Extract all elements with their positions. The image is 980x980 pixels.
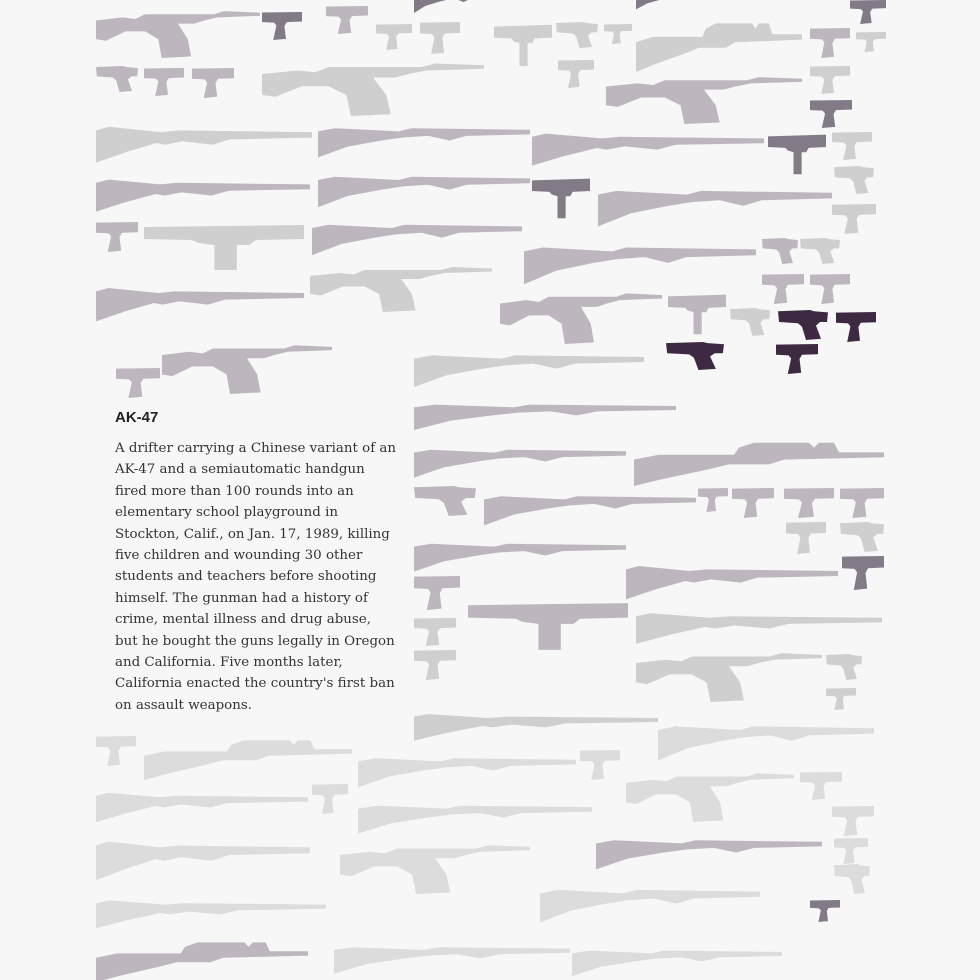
submachine-gun-icon — [532, 179, 590, 219]
rifle-icon — [96, 180, 310, 212]
scoped-rifle-icon — [636, 23, 802, 72]
submachine-gun-icon — [768, 135, 826, 175]
submachine-gun-icon — [668, 295, 726, 335]
handgun-icon — [762, 274, 804, 304]
rifle-icon — [636, 613, 882, 644]
handgun-icon — [262, 12, 302, 40]
shotgun-icon — [596, 840, 822, 869]
assault-rifle-icon — [96, 11, 260, 58]
handgun-icon — [420, 22, 460, 54]
assault-rifle-icon — [636, 653, 822, 702]
shotgun-icon — [540, 890, 760, 923]
handgun-icon — [732, 488, 774, 518]
rifle-icon — [532, 134, 764, 166]
handgun-icon — [414, 618, 456, 646]
rifle-icon — [626, 566, 838, 599]
shotgun-icon — [598, 191, 832, 226]
shotgun-icon — [524, 247, 756, 284]
assault-rifle-icon — [310, 267, 492, 312]
shotgun-icon — [334, 947, 570, 974]
assault-rifle-icon — [626, 773, 794, 822]
handgun-icon — [580, 750, 620, 780]
rifle-icon — [96, 288, 304, 321]
handgun-icon — [414, 576, 460, 610]
submachine-gun-icon — [494, 25, 552, 66]
revolver-icon — [826, 654, 862, 680]
handgun-icon — [810, 100, 852, 128]
handgun-icon — [810, 900, 840, 922]
scoped-rifle-icon — [96, 942, 308, 980]
shotgun-icon — [414, 0, 494, 13]
revolver-icon — [762, 238, 798, 264]
handgun-icon — [836, 312, 876, 342]
rifle-icon — [96, 842, 310, 881]
shotgun-icon — [414, 355, 644, 387]
handgun-icon — [96, 222, 138, 252]
assault-rifle-icon — [262, 64, 484, 117]
shotgun-icon — [658, 726, 874, 760]
assault-rifle-icon — [162, 345, 332, 394]
handgun-icon — [810, 28, 850, 58]
revolver-icon — [666, 342, 724, 370]
shotgun-icon — [484, 496, 696, 525]
revolver-icon — [730, 308, 770, 336]
handgun-icon — [558, 60, 594, 88]
scoped-rifle-icon — [634, 443, 884, 486]
rifle-icon — [96, 127, 312, 163]
assault-rifle-icon — [500, 293, 662, 344]
handgun-icon — [840, 488, 884, 518]
weapon-name: AK-47 — [115, 409, 159, 426]
revolver-icon — [96, 66, 138, 92]
handgun-icon — [850, 0, 886, 24]
shotgun-icon — [414, 405, 676, 430]
shotgun-icon — [318, 128, 530, 157]
rifle-icon — [414, 714, 658, 741]
shotgun-icon — [414, 450, 626, 478]
submachine-gun-icon — [468, 603, 628, 650]
shotgun-icon — [358, 758, 576, 787]
shotgun-icon — [572, 951, 782, 976]
handgun-icon — [834, 838, 868, 864]
handgun-icon — [800, 772, 842, 800]
handgun-icon — [776, 344, 818, 374]
rifle-icon — [96, 793, 308, 822]
shotgun-icon — [414, 544, 626, 572]
revolver-icon — [834, 864, 870, 894]
handgun-icon — [784, 488, 834, 518]
revolver-icon — [556, 22, 598, 48]
handgun-icon — [826, 688, 856, 710]
revolver-icon — [800, 238, 840, 264]
handgun-icon — [326, 6, 368, 34]
handgun-icon — [116, 368, 160, 398]
rifle-icon — [96, 900, 326, 928]
shotgun-icon — [312, 225, 522, 255]
weapon-story: A drifter carrying a Chinese variant of an AK-47 and a semiautomatic handgun fired more than 100 rounds into an elementary school playground in Stockton, Calif., on Jan. 17, 1989, killing five children and wounding 30 other students and teachers before shooting himself. The gunman had a history of crime, mental illness and drug abuse, but he bought the guns legally in Oregon and California. Five months later, California enacted the country's first ban on assault weapons. — [115, 441, 397, 713]
handgun-icon — [604, 24, 632, 44]
handgun-icon — [414, 650, 456, 680]
handgun-icon — [842, 556, 884, 590]
handgun-icon — [312, 784, 348, 814]
handgun-icon — [856, 32, 886, 52]
handgun-icon — [698, 488, 728, 512]
handgun-icon — [832, 132, 872, 160]
handgun-icon — [810, 66, 850, 94]
shotgun-icon — [636, 0, 716, 9]
submachine-gun-icon — [144, 225, 304, 270]
assault-rifle-icon — [606, 77, 802, 124]
revolver-icon — [840, 522, 884, 552]
handgun-icon — [192, 68, 234, 98]
revolver-icon — [834, 166, 874, 194]
scoped-rifle-icon — [144, 740, 352, 780]
handgun-icon — [832, 204, 876, 234]
assault-rifle-icon — [340, 845, 530, 894]
shotgun-icon — [318, 177, 530, 207]
shotgun-icon — [358, 806, 592, 834]
handgun-icon — [810, 274, 850, 304]
handgun-icon — [786, 522, 826, 554]
revolver-icon — [414, 486, 476, 516]
handgun-icon — [96, 736, 136, 766]
handgun-icon — [376, 24, 412, 50]
handgun-icon — [144, 68, 184, 96]
handgun-icon — [832, 806, 874, 836]
revolver-icon — [778, 310, 828, 340]
